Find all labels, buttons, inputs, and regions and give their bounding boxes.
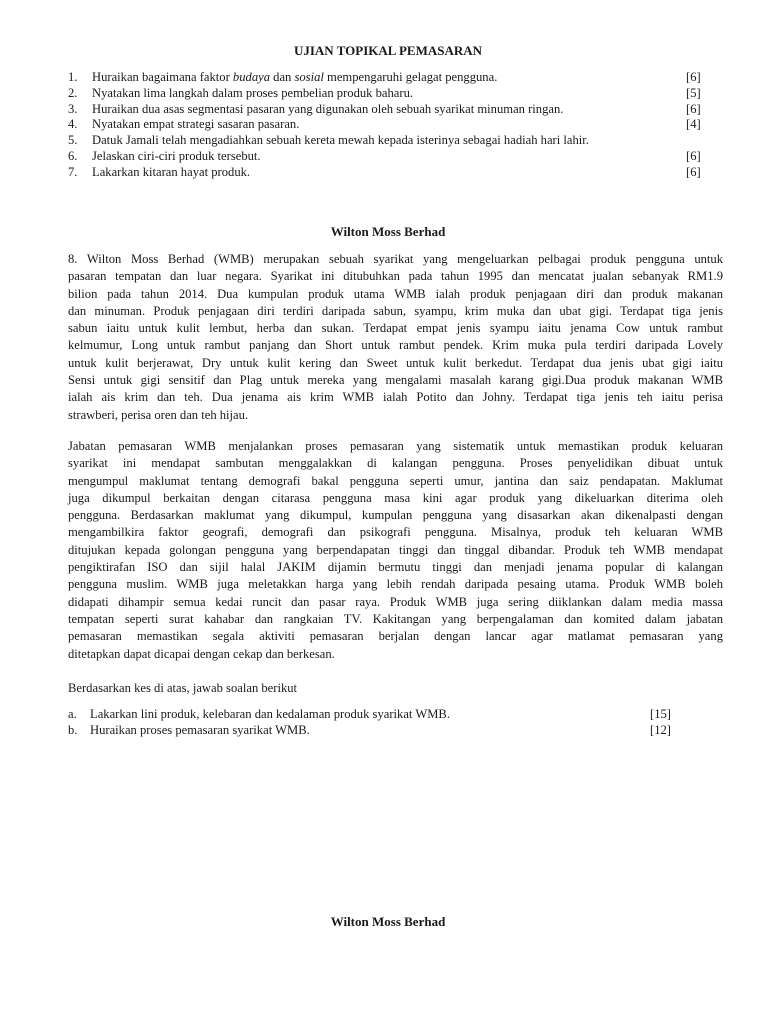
question-text-part: Huraikan bagaimana faktor [92,70,233,84]
question-item [68,70,716,86]
question-text-part: dan [270,70,295,84]
paragraph-line: syarikat ini mendapat sambutan menggalakkan di kalangan pengguna. Proses penyelidikan dibuat untuk [68,456,723,471]
question-marks: [6] [686,101,701,116]
question-marks: [4] [686,117,701,132]
subquestion-marks: [12] [650,722,671,737]
case-study-title: Wilton Moss Berhad [330,224,446,239]
instruction-text: Berdasarkan kes di atas, jawab soalan berikut [68,681,298,695]
subquestion-label: b. [68,722,78,737]
paragraph-line: pasaran tempatan dan luar negara. Syarikat ini ditubuhkan pada tahun 1995 dan mencatat jualan sebanyak RM1.9 [68,269,723,284]
paragraph-line: ialah ais krim dan teh. Dua jenama ais krim WMB ialah Potito dan Johny. Terdapat tiga jenis teh iaitu perisa [68,390,723,405]
question-marks: [6] [686,164,701,179]
page-title: UJIAN TOPIKAL PEMASARAN [293,43,483,58]
paragraph-line: Jabatan pemasaran WMB menjalankan proses pemasaran yang sistematik untuk memastikan produk keluaran [68,439,723,453]
question-item [68,165,716,181]
paragraph-line: sabun iaitu untuk kulit lembut, herba dan sukan. Terdapat empat jenis syampu iaitu jenama Cow untuk rambut [68,321,723,336]
paragraph-line: juga dikumpul berkaitan dengan citarasa pengguna masa kini agar produk yang dikeluarkan diterima oleh [68,490,723,505]
question-text-part: mempengaruhi gelagat pengguna. [323,70,498,84]
question-emphasis: sosial [294,70,324,84]
paragraph-line: tempatan seperti surat kahabar dan rangkaian TV. Kakitangan yang berpengalaman dan komited dalam jabatan [68,611,723,626]
subquestion-list [68,707,678,739]
question-marks: [6] [686,148,701,163]
question-marks: [6] [686,70,701,84]
subquestion-marks: [15] [650,707,671,721]
footer-title: Wilton Moss Berhad [330,914,446,929]
question-text: Huraikan dua asas segmentasi pasaran yang digunakan oleh sebuah syarikat minuman ringan. [92,101,564,116]
subquestion-label: a. [68,707,77,721]
question-number: 4. [68,117,78,132]
question-emphasis: budaya [232,70,270,84]
question-text: Nyatakan empat strategi sasaran pasaran. [92,117,300,132]
question-text [92,70,686,86]
paragraph-line: mengambilkira faktor geografi, demografi dan psikografi pengguna. Misalnya, produk teh keluaran WMB [68,525,723,540]
question-number: 7. [68,164,78,179]
question-item [68,133,716,149]
paragraph-line: pengguna. Berdasarkan maklumat yang dikumpul, kumpulan pengguna yang disasarkan akan dikenalpasti dengan [68,508,723,523]
paragraph-line: dan minuman. Produk penjagaan diri terdiri daripada sabun, syampu, krim muka dan ubat gigi. Terdapat tiga jenis [68,303,723,318]
paragraph-line: untuk kulit berjerawat, Dry untuk kulit kering dan Sweet untuk kulit berkedut. Terdapat dua jenis ubat gigi iaitu [68,355,723,370]
paragraph-line: kelmumur, Long untuk rambut panjang dan Short untuk rambut pendek. Krim muka pula terdiri daripada Lovely [68,338,723,353]
case-paragraph-1 [68,251,723,424]
subquestion-item [68,707,678,723]
question-text: Nyatakan lima langkah dalam proses pembelian produk baharu. [92,85,414,100]
paragraph-line: strawberi, perisa oren dan teh hijau. [68,407,249,422]
question-item [68,102,716,118]
question-item [68,149,716,165]
question-number: 3. [68,101,78,116]
question-text: Datuk Jamali telah mengadiahkan sebuah kereta mewah kepada isterinya sebagai hadiah hari lahir. [92,133,589,148]
paragraph-line: bilion pada tahun 2014. Dua kumpulan produk utama WMB ialah produk penjagaan diri dan produk makanan [68,286,723,301]
paragraph-line: pemasaran memastikan segala aktiviti pemasaran berjalan dengan lancar agar matlamat pemasaran yang [68,629,723,644]
paragraph-line: mengumpul maklumat tentang demografi bakal pengguna seperti umur, jantina dan saiz pendapatan. Maklumat [68,473,723,488]
question-marks [686,133,716,149]
question-number: 2. [68,85,78,100]
question-number: 6. [68,148,78,163]
paragraph-line: pengiktirafan ISO dan sijil halal JAKIM dijamin bermutu tinggi dan menjadi jenama popular di kalangan [68,560,723,575]
paragraph-line: 8. Wilton Moss Berhad (WMB) merupakan sebuah syarikat yang mengeluarkan pelbagai produk pengguna untuk [68,252,723,266]
question-item [68,86,716,102]
paragraph-line: pengguna muslim. WMB juga meletakkan harga yang lebih rendah daripada pesaing utama. Produk WMB boleh [68,577,723,592]
paragraph-line: ditujukan kepada golongan pengguna yang berpendapatan tinggi dan tinggal dibandar. Produk teh WMB mendapat [68,542,723,557]
question-item [68,117,716,133]
question-marks: [5] [686,85,701,100]
subquestion-text: Huraikan proses pemasaran syarikat WMB. [90,722,310,737]
paragraph-line: didapati dihampir semua kedai runcit dan pasar raya. Produk WMB juga sering diiklankan dalam media massa [68,594,723,609]
question-text: Jelaskan ciri-ciri produk tersebut. [92,148,261,163]
paragraph-line: ditetapkan dapat dicapai dengan cekap dan berkesan. [68,646,335,661]
paragraph-line: Sensi untuk gigi sensitif dan Plag untuk mereka yang mengalami masalah karang gigi.Dua produk makanan WMB [68,373,723,388]
subquestion-item [68,723,678,739]
question-text: Lakarkan kitaran hayat produk. [92,164,251,179]
question-number: 5. [68,133,78,148]
subquestion-text: Lakarkan lini produk, kelebaran dan kedalaman produk syarikat WMB. [90,707,450,721]
case-paragraph-2 [68,438,723,663]
question-number: 1. [68,70,78,84]
question-list [68,70,716,181]
